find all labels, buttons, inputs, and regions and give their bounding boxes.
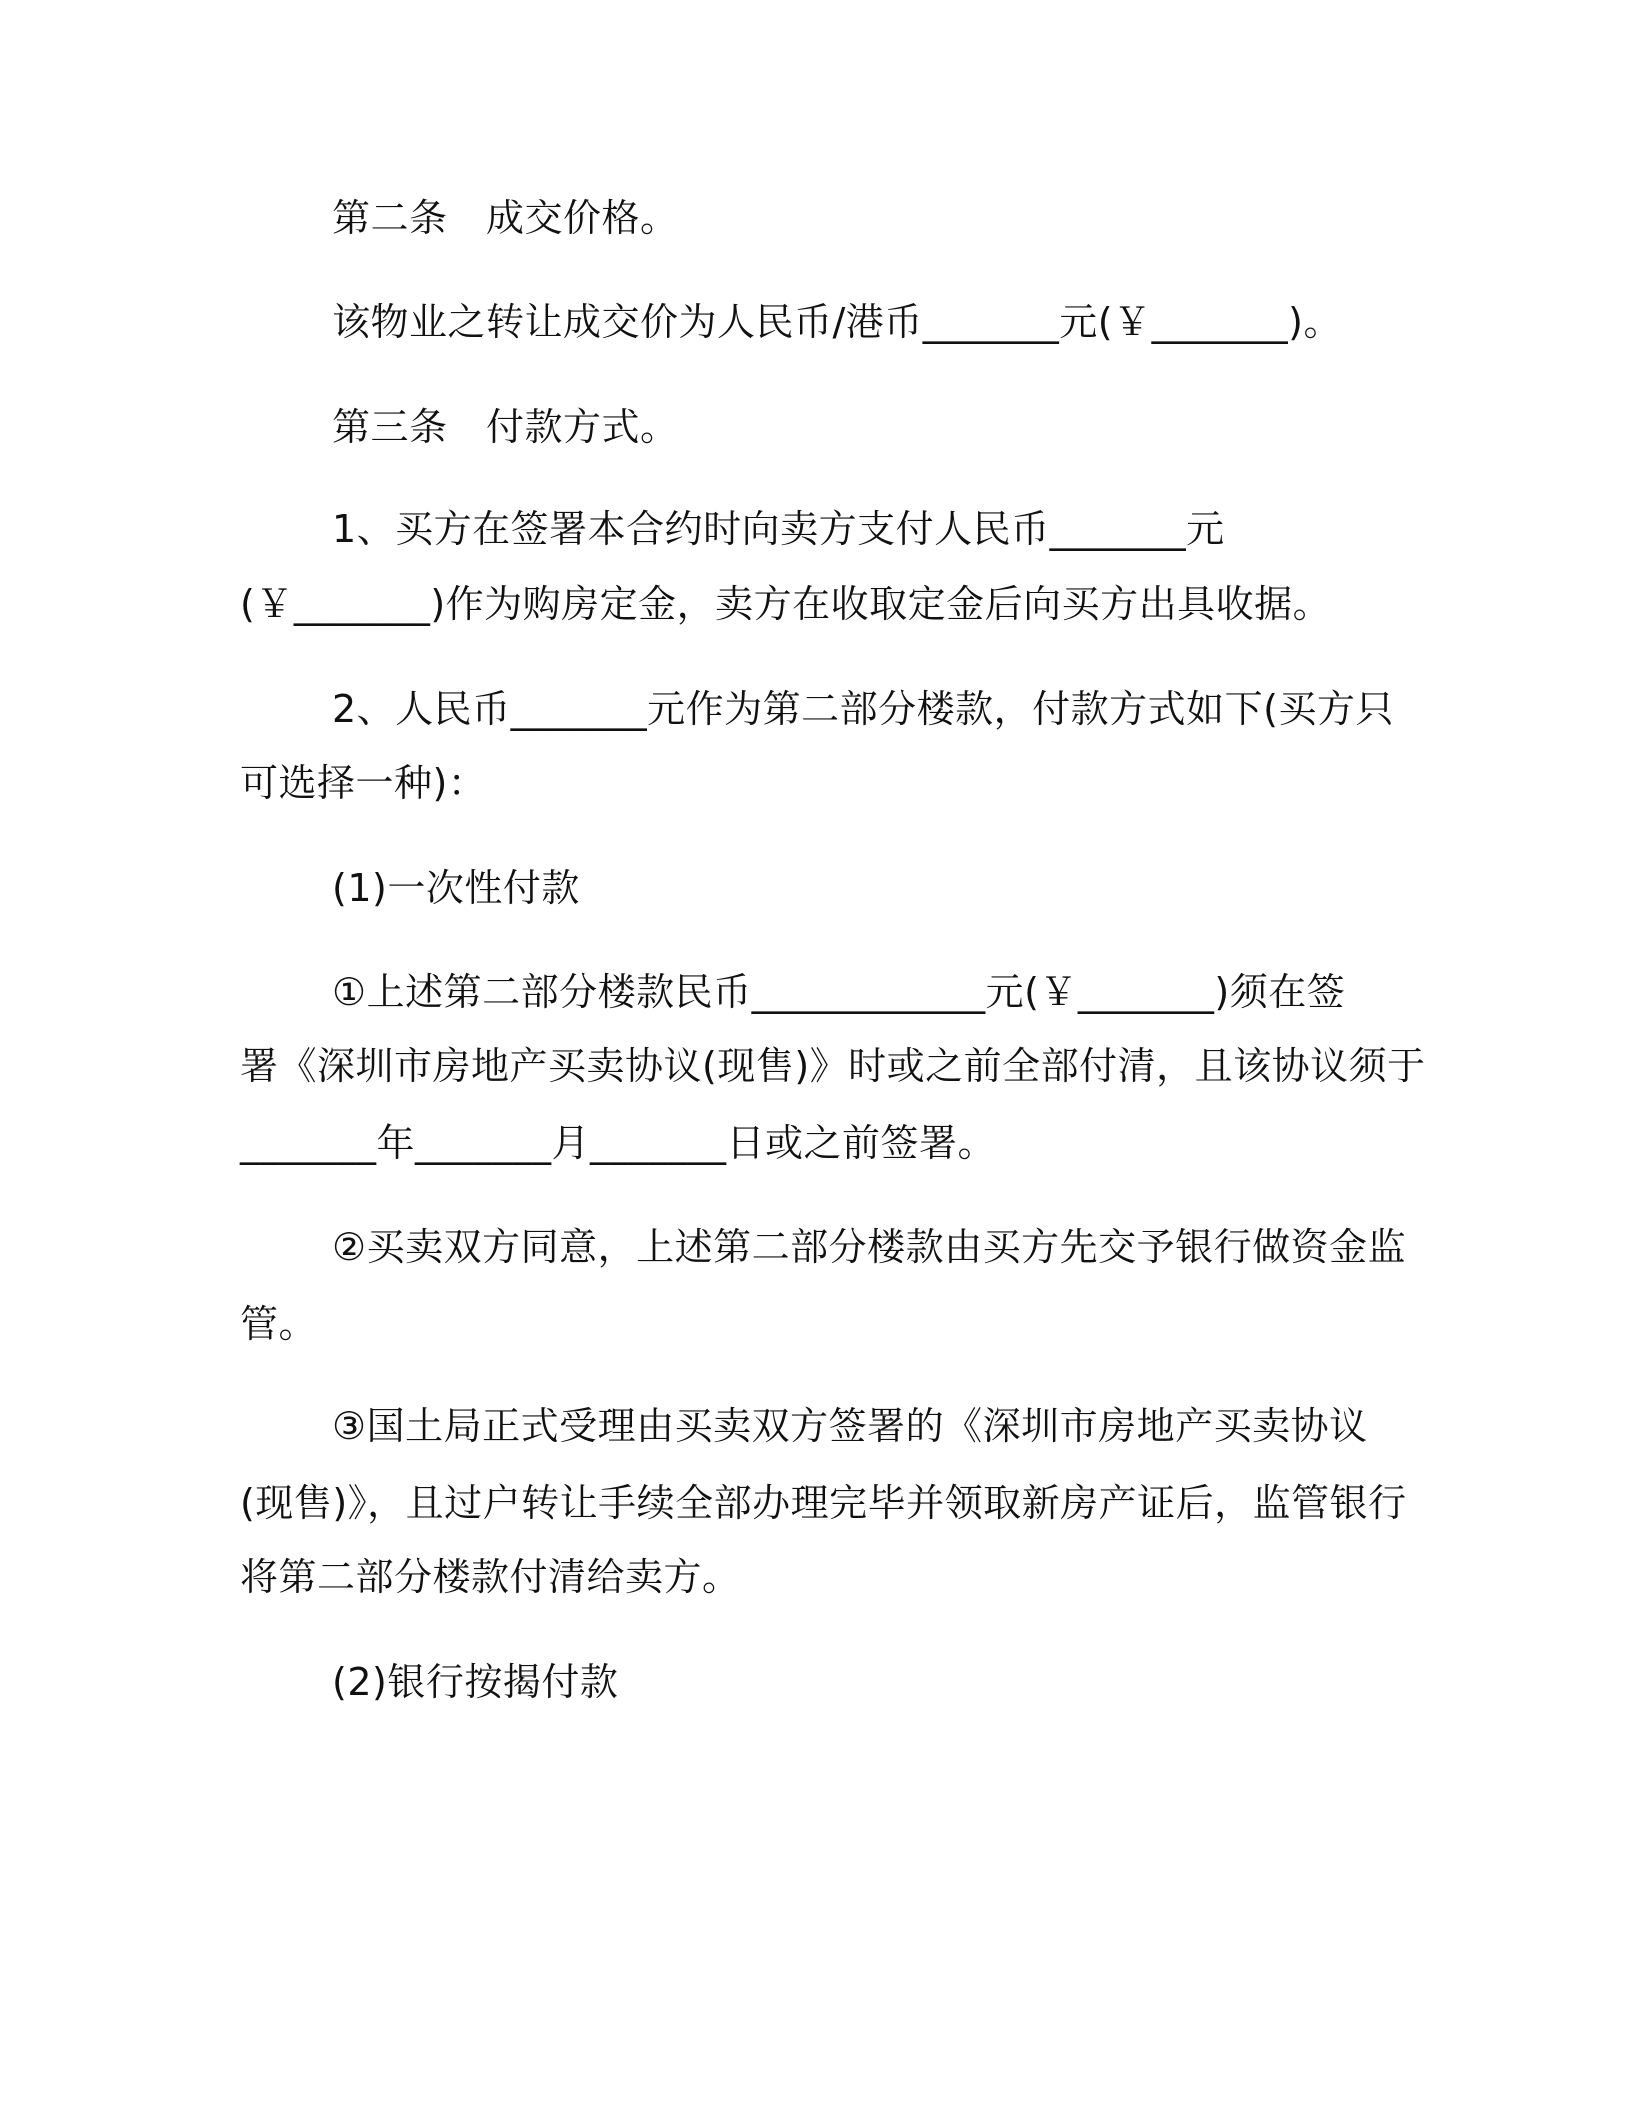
clause-1-line-1: 1、买方在签署本合约时向卖方支付人民币_______元 <box>332 507 1225 551</box>
option-2-heading: (2)银行按揭付款 <box>332 1660 619 1704</box>
item-3-line-2: (现售)》，且过户转让手续全部办理完毕并领取新房产证后，监管银行 <box>240 1481 1407 1525</box>
clause-1-line-2: (￥_______)作为购房定金，卖方在收取定金后向买方出具收据。 <box>240 582 1332 626</box>
item-2-line-1: ②买卖双方同意，上述第二部分楼款由买方先交予银行做资金监 <box>332 1225 1407 1269</box>
item-2-line-2: 管。 <box>240 1302 318 1346</box>
price-clause: 该物业之转让成交价为人民币/港币_______元(￥_______)。 <box>332 300 1342 344</box>
item-1-line-2: 署《深圳市房地产买卖协议(现售)》时或之前全部付清，且该协议须于 <box>240 1044 1426 1088</box>
article-2-heading: 第二条 成交价格。 <box>332 196 679 240</box>
clause-2-line-1: 2、人民币_______元作为第二部分楼款，付款方式如下(买方只 <box>332 687 1395 731</box>
option-1-heading: (1)一次性付款 <box>332 866 580 910</box>
item-3-line-3: 将第二部分楼款付清给卖方。 <box>240 1555 741 1599</box>
item-1-line-1: ①上述第二部分楼款民币____________元(￥_______)须在签 <box>332 970 1346 1014</box>
article-3-heading: 第三条 付款方式。 <box>332 405 679 449</box>
clause-2-line-2: 可选择一种)： <box>240 761 487 805</box>
item-1-line-3: _______年_______月_______日或之前签署。 <box>240 1121 997 1165</box>
item-3-line-1: ③国土局正式受理由买卖双方签署的《深圳市房地产买卖协议 <box>332 1404 1368 1448</box>
